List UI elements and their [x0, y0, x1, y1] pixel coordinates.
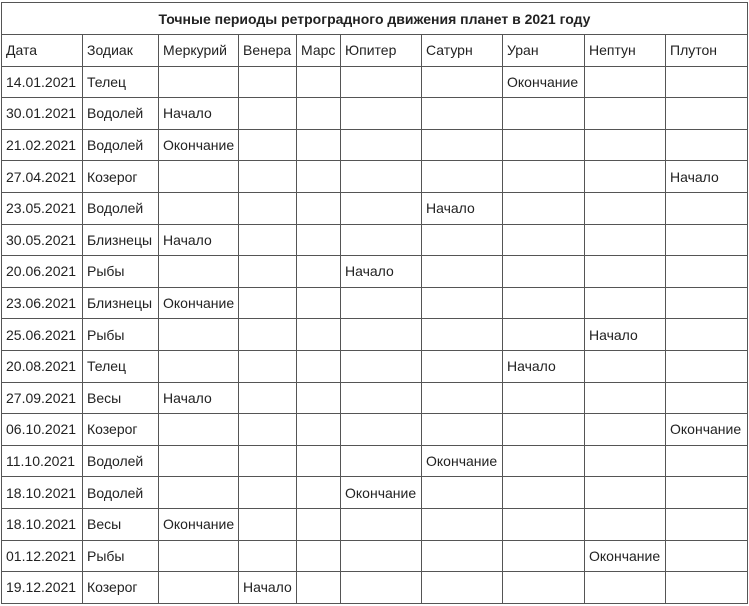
zodiac-cell: Рыбы — [83, 256, 159, 288]
venus-cell — [239, 508, 297, 540]
jupiter-cell — [341, 445, 422, 477]
table-row — [2, 287, 748, 319]
date-cell: 21.02.2021 — [2, 129, 83, 161]
date-cell: 18.10.2021 — [2, 508, 83, 540]
neptune-cell — [585, 508, 666, 540]
table-row — [2, 350, 748, 382]
zodiac-cell: Водолей — [83, 445, 159, 477]
table-row — [2, 382, 748, 414]
header-venus: Венера — [239, 35, 297, 67]
zodiac-cell: Близнецы — [83, 287, 159, 319]
saturn-cell — [422, 572, 503, 604]
pluto-cell — [666, 572, 748, 604]
zodiac-cell: Водолей — [83, 98, 159, 130]
saturn-cell — [422, 508, 503, 540]
uranus-cell — [503, 382, 585, 414]
mars-cell — [297, 350, 341, 382]
jupiter-cell — [341, 192, 422, 224]
zodiac-cell: Козерог — [83, 161, 159, 193]
mars-cell — [297, 129, 341, 161]
table-row — [2, 508, 748, 540]
uranus-cell: Начало — [503, 350, 585, 382]
header-row — [2, 35, 748, 67]
zodiac-cell: Водолей — [83, 477, 159, 509]
mercury-cell: Окончание — [159, 129, 239, 161]
zodiac-cell: Весы — [83, 508, 159, 540]
pluto-cell — [666, 66, 748, 98]
mars-cell — [297, 477, 341, 509]
jupiter-cell — [341, 319, 422, 351]
mars-cell — [297, 319, 341, 351]
mercury-cell — [159, 350, 239, 382]
neptune-cell — [585, 287, 666, 319]
mars-cell — [297, 414, 341, 446]
mercury-cell — [159, 66, 239, 98]
jupiter-cell — [341, 98, 422, 130]
header-date: Дата — [2, 35, 83, 67]
jupiter-cell — [341, 224, 422, 256]
jupiter-cell: Окончание — [341, 477, 422, 509]
neptune-cell — [585, 98, 666, 130]
table-body — [2, 66, 748, 603]
header-mercury: Меркурий — [159, 35, 239, 67]
date-cell: 23.06.2021 — [2, 287, 83, 319]
mercury-cell — [159, 572, 239, 604]
mars-cell — [297, 287, 341, 319]
saturn-cell — [422, 414, 503, 446]
jupiter-cell — [341, 287, 422, 319]
saturn-cell — [422, 98, 503, 130]
neptune-cell — [585, 477, 666, 509]
venus-cell: Начало — [239, 572, 297, 604]
zodiac-cell: Водолей — [83, 192, 159, 224]
header-neptune: Нептун — [585, 35, 666, 67]
table-row — [2, 445, 748, 477]
date-cell: 06.10.2021 — [2, 414, 83, 446]
date-cell: 19.12.2021 — [2, 572, 83, 604]
jupiter-cell — [341, 414, 422, 446]
saturn-cell: Начало — [422, 192, 503, 224]
pluto-cell — [666, 540, 748, 572]
pluto-cell — [666, 319, 748, 351]
neptune-cell — [585, 382, 666, 414]
mars-cell — [297, 224, 341, 256]
mercury-cell: Окончание — [159, 287, 239, 319]
pluto-cell: Окончание — [666, 414, 748, 446]
jupiter-cell: Начало — [341, 256, 422, 288]
pluto-cell — [666, 256, 748, 288]
title-row — [2, 3, 748, 35]
mercury-cell — [159, 161, 239, 193]
zodiac-cell: Телец — [83, 350, 159, 382]
venus-cell — [239, 66, 297, 98]
uranus-cell — [503, 508, 585, 540]
table-row — [2, 477, 748, 509]
mercury-cell — [159, 445, 239, 477]
venus-cell — [239, 224, 297, 256]
uranus-cell — [503, 224, 585, 256]
zodiac-cell: Козерог — [83, 414, 159, 446]
date-cell: 20.08.2021 — [2, 350, 83, 382]
saturn-cell — [422, 161, 503, 193]
mars-cell — [297, 256, 341, 288]
header-jupiter: Юпитер — [341, 35, 422, 67]
pluto-cell — [666, 477, 748, 509]
pluto-cell — [666, 508, 748, 540]
jupiter-cell — [341, 540, 422, 572]
pluto-cell — [666, 287, 748, 319]
date-cell: 14.01.2021 — [2, 66, 83, 98]
venus-cell — [239, 287, 297, 319]
zodiac-cell: Близнецы — [83, 224, 159, 256]
jupiter-cell — [341, 129, 422, 161]
neptune-cell — [585, 192, 666, 224]
uranus-cell — [503, 287, 585, 319]
jupiter-cell — [341, 508, 422, 540]
saturn-cell — [422, 129, 503, 161]
uranus-cell — [503, 192, 585, 224]
date-cell: 25.06.2021 — [2, 319, 83, 351]
neptune-cell — [585, 256, 666, 288]
mars-cell — [297, 382, 341, 414]
saturn-cell — [422, 382, 503, 414]
uranus-cell — [503, 477, 585, 509]
zodiac-cell: Телец — [83, 66, 159, 98]
saturn-cell — [422, 287, 503, 319]
saturn-cell — [422, 477, 503, 509]
mercury-cell — [159, 477, 239, 509]
mars-cell — [297, 572, 341, 604]
table-row — [2, 129, 748, 161]
saturn-cell — [422, 319, 503, 351]
date-cell: 30.05.2021 — [2, 224, 83, 256]
saturn-cell — [422, 256, 503, 288]
neptune-cell — [585, 129, 666, 161]
table-row — [2, 224, 748, 256]
uranus-cell — [503, 572, 585, 604]
uranus-cell — [503, 129, 585, 161]
mars-cell — [297, 66, 341, 98]
saturn-cell — [422, 66, 503, 98]
table-row — [2, 572, 748, 604]
mars-cell — [297, 508, 341, 540]
zodiac-cell: Водолей — [83, 129, 159, 161]
venus-cell — [239, 540, 297, 572]
pluto-cell — [666, 98, 748, 130]
saturn-cell — [422, 224, 503, 256]
saturn-cell — [422, 350, 503, 382]
mercury-cell — [159, 256, 239, 288]
date-cell: 18.10.2021 — [2, 477, 83, 509]
uranus-cell — [503, 414, 585, 446]
date-cell: 27.09.2021 — [2, 382, 83, 414]
venus-cell — [239, 350, 297, 382]
jupiter-cell — [341, 161, 422, 193]
venus-cell — [239, 98, 297, 130]
mars-cell — [297, 445, 341, 477]
neptune-cell — [585, 414, 666, 446]
pluto-cell — [666, 192, 748, 224]
neptune-cell — [585, 350, 666, 382]
mercury-cell: Начало — [159, 224, 239, 256]
retrograde-table — [1, 2, 748, 604]
venus-cell — [239, 319, 297, 351]
neptune-cell — [585, 445, 666, 477]
table-row — [2, 414, 748, 446]
venus-cell — [239, 382, 297, 414]
mercury-cell — [159, 414, 239, 446]
uranus-cell — [503, 161, 585, 193]
header-mars: Марс — [297, 35, 341, 67]
mars-cell — [297, 192, 341, 224]
venus-cell — [239, 129, 297, 161]
date-cell: 30.01.2021 — [2, 98, 83, 130]
venus-cell — [239, 161, 297, 193]
pluto-cell — [666, 382, 748, 414]
pluto-cell — [666, 224, 748, 256]
mars-cell — [297, 540, 341, 572]
uranus-cell — [503, 319, 585, 351]
table-row — [2, 98, 748, 130]
header-saturn: Сатурн — [422, 35, 503, 67]
jupiter-cell — [341, 66, 422, 98]
uranus-cell — [503, 540, 585, 572]
header-uranus: Уран — [503, 35, 585, 67]
header-pluto: Плутон — [666, 35, 748, 67]
uranus-cell — [503, 445, 585, 477]
venus-cell — [239, 414, 297, 446]
table-row — [2, 319, 748, 351]
date-cell: 27.04.2021 — [2, 161, 83, 193]
neptune-cell: Начало — [585, 319, 666, 351]
date-cell: 23.05.2021 — [2, 192, 83, 224]
venus-cell — [239, 192, 297, 224]
mercury-cell — [159, 540, 239, 572]
uranus-cell — [503, 98, 585, 130]
neptune-cell — [585, 224, 666, 256]
jupiter-cell — [341, 350, 422, 382]
mercury-cell: Окончание — [159, 508, 239, 540]
date-cell: 01.12.2021 — [2, 540, 83, 572]
table-row — [2, 192, 748, 224]
jupiter-cell — [341, 572, 422, 604]
neptune-cell — [585, 161, 666, 193]
neptune-cell — [585, 572, 666, 604]
zodiac-cell: Весы — [83, 382, 159, 414]
date-cell: 11.10.2021 — [2, 445, 83, 477]
zodiac-cell: Рыбы — [83, 319, 159, 351]
header-zodiac: Зодиак — [83, 35, 159, 67]
zodiac-cell: Рыбы — [83, 540, 159, 572]
jupiter-cell — [341, 382, 422, 414]
mercury-cell: Начало — [159, 382, 239, 414]
table-row — [2, 540, 748, 572]
venus-cell — [239, 477, 297, 509]
table-title: Точные периоды ретроградного движения планет в 2021 году — [2, 3, 748, 35]
mars-cell — [297, 161, 341, 193]
uranus-cell: Окончание — [503, 66, 585, 98]
zodiac-cell: Козерог — [83, 572, 159, 604]
pluto-cell: Начало — [666, 161, 748, 193]
mercury-cell — [159, 319, 239, 351]
saturn-cell — [422, 540, 503, 572]
mercury-cell — [159, 192, 239, 224]
pluto-cell — [666, 445, 748, 477]
neptune-cell: Окончание — [585, 540, 666, 572]
table-row — [2, 161, 748, 193]
table-row — [2, 66, 748, 98]
pluto-cell — [666, 129, 748, 161]
mercury-cell: Начало — [159, 98, 239, 130]
mars-cell — [297, 98, 341, 130]
venus-cell — [239, 256, 297, 288]
table-row — [2, 256, 748, 288]
venus-cell — [239, 445, 297, 477]
saturn-cell: Окончание — [422, 445, 503, 477]
neptune-cell — [585, 66, 666, 98]
pluto-cell — [666, 350, 748, 382]
uranus-cell — [503, 256, 585, 288]
date-cell: 20.06.2021 — [2, 256, 83, 288]
